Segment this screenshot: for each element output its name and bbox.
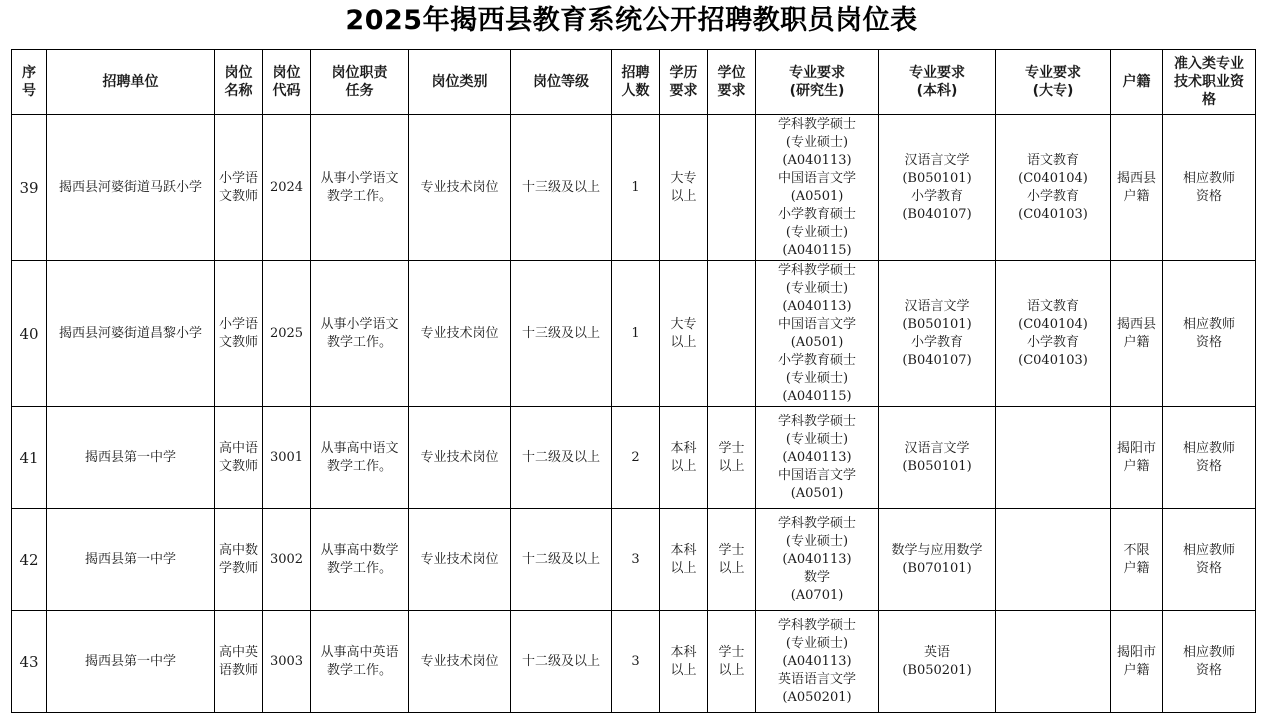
cell-duty: 从事高中英语 教学工作。: [311, 611, 409, 713]
cell-count: 2: [612, 407, 660, 509]
cell-degree: [708, 261, 756, 407]
cell-unit: 揭西县第一中学: [47, 611, 215, 713]
cell-hukou: 揭西县 户籍: [1111, 261, 1163, 407]
cell-count: 3: [612, 611, 660, 713]
cell-degree: 学士 以上: [708, 509, 756, 611]
cell-category: 专业技术岗位: [409, 407, 511, 509]
cell-seq: 42: [12, 509, 47, 611]
cell-seq: 41: [12, 407, 47, 509]
header-post-code: 岗位 代码: [263, 50, 311, 115]
cell-post-code: 2025: [263, 261, 311, 407]
cell-post-code: 2024: [263, 115, 311, 261]
table-row: [12, 509, 1256, 611]
header-duty: 岗位职责 任务: [311, 50, 409, 115]
cell-count: 1: [612, 115, 660, 261]
cell-level: 十二级及以上: [511, 611, 612, 713]
cell-degree: [708, 115, 756, 261]
page-title: 2025年揭西县教育系统公开招聘教职员岗位表: [345, 5, 918, 36]
cell-seq: 39: [12, 115, 47, 261]
cell-seq: 40: [12, 261, 47, 407]
cell-post-name: 高中语 文教师: [215, 407, 263, 509]
table-row: [12, 407, 1256, 509]
cell-post-code: 3002: [263, 509, 311, 611]
cell-major-bachelor: 英语 (B050201): [879, 611, 996, 713]
header-row: [12, 50, 1256, 115]
header-unit: 招聘单位: [47, 50, 215, 115]
cell-duty: 从事高中语文 教学工作。: [311, 407, 409, 509]
cell-major-grad: 学科教学硕士 (专业硕士) (A040113) 中国语言文学 (A0501): [756, 407, 879, 509]
cell-duty: 从事小学语文 教学工作。: [311, 261, 409, 407]
cell-major-college: 语文教育 (C040104) 小学教育 (C040103): [996, 115, 1111, 261]
cell-category: 专业技术岗位: [409, 115, 511, 261]
header-major-bachelor: 专业要求 (本科): [879, 50, 996, 115]
cell-post-code: 3003: [263, 611, 311, 713]
recruitment-table: [11, 49, 1256, 713]
header-major-grad: 专业要求 (研究生): [756, 50, 879, 115]
table-row: [12, 261, 1256, 407]
cell-unit: 揭西县第一中学: [47, 407, 215, 509]
cell-category: 专业技术岗位: [409, 261, 511, 407]
cell-qualification: 相应教师 资格: [1163, 509, 1256, 611]
cell-major-college: [996, 509, 1111, 611]
cell-qualification: 相应教师 资格: [1163, 115, 1256, 261]
cell-degree: 学士 以上: [708, 611, 756, 713]
cell-education: 本科 以上: [660, 509, 708, 611]
table-row: [12, 115, 1256, 261]
cell-major-college: [996, 407, 1111, 509]
cell-level: 十三级及以上: [511, 261, 612, 407]
cell-education: 本科 以上: [660, 407, 708, 509]
cell-duty: 从事高中数学 教学工作。: [311, 509, 409, 611]
header-qualification: 准入类专业 技术职业资 格: [1163, 50, 1256, 115]
cell-hukou: 揭阳市 户籍: [1111, 611, 1163, 713]
cell-unit: 揭西县河婆街道昌黎小学: [47, 261, 215, 407]
cell-level: 十三级及以上: [511, 115, 612, 261]
cell-education: 大专 以上: [660, 261, 708, 407]
cell-post-name: 小学语 文教师: [215, 115, 263, 261]
cell-qualification: 相应教师 资格: [1163, 407, 1256, 509]
cell-level: 十二级及以上: [511, 509, 612, 611]
cell-major-grad: 学科教学硕士 (专业硕士) (A040113) 中国语言文学 (A0501) 小学教育硕士 (专业硕士) (A040115): [756, 261, 879, 407]
cell-unit: 揭西县第一中学: [47, 509, 215, 611]
header-degree: 学位 要求: [708, 50, 756, 115]
cell-post-code: 3001: [263, 407, 311, 509]
header-level: 岗位等级: [511, 50, 612, 115]
cell-category: 专业技术岗位: [409, 509, 511, 611]
cell-qualification: 相应教师 资格: [1163, 611, 1256, 713]
cell-hukou: 不限 户籍: [1111, 509, 1163, 611]
cell-count: 3: [612, 509, 660, 611]
cell-post-name: 高中英 语教师: [215, 611, 263, 713]
header-major-college: 专业要求 (大专): [996, 50, 1111, 115]
cell-unit: 揭西县河婆街道马跃小学: [47, 115, 215, 261]
header-count: 招聘 人数: [612, 50, 660, 115]
header-post-name: 岗位 名称: [215, 50, 263, 115]
cell-education: 大专 以上: [660, 115, 708, 261]
cell-major-bachelor: 汉语言文学 (B050101): [879, 407, 996, 509]
cell-hukou: 揭阳市 户籍: [1111, 407, 1163, 509]
cell-major-bachelor: 汉语言文学 (B050101) 小学教育 (B040107): [879, 261, 996, 407]
header-category: 岗位类别: [409, 50, 511, 115]
cell-major-bachelor: 数学与应用数学 (B070101): [879, 509, 996, 611]
cell-major-college: 语文教育 (C040104) 小学教育 (C040103): [996, 261, 1111, 407]
header-seq: 序 号: [12, 50, 47, 115]
cell-count: 1: [612, 261, 660, 407]
cell-major-college: [996, 611, 1111, 713]
cell-hukou: 揭西县 户籍: [1111, 115, 1163, 261]
cell-major-grad: 学科教学硕士 (专业硕士) (A040113) 数学 (A0701): [756, 509, 879, 611]
cell-degree: 学士 以上: [708, 407, 756, 509]
table-row: [12, 611, 1256, 713]
header-hukou: 户籍: [1111, 50, 1163, 115]
cell-post-name: 小学语 文教师: [215, 261, 263, 407]
cell-post-name: 高中数 学教师: [215, 509, 263, 611]
cell-qualification: 相应教师 资格: [1163, 261, 1256, 407]
cell-seq: 43: [12, 611, 47, 713]
cell-major-grad: 学科教学硕士 (专业硕士) (A040113) 中国语言文学 (A0501) 小学教育硕士 (专业硕士) (A040115): [756, 115, 879, 261]
cell-level: 十二级及以上: [511, 407, 612, 509]
header-education: 学历 要求: [660, 50, 708, 115]
cell-duty: 从事小学语文 教学工作。: [311, 115, 409, 261]
cell-major-grad: 学科教学硕士 (专业硕士) (A040113) 英语语言文学 (A050201): [756, 611, 879, 713]
cell-category: 专业技术岗位: [409, 611, 511, 713]
cell-education: 本科 以上: [660, 611, 708, 713]
cell-major-bachelor: 汉语言文学 (B050101) 小学教育 (B040107): [879, 115, 996, 261]
